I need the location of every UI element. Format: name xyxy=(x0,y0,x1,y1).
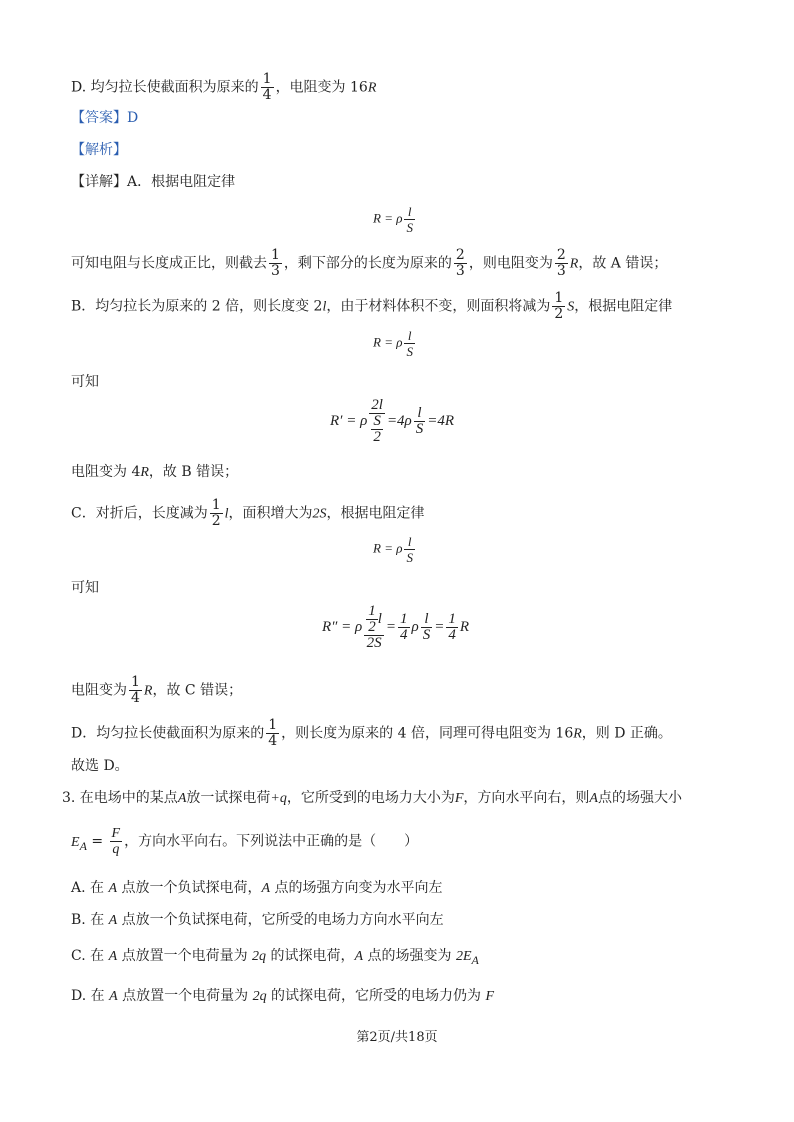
option-a: A. 在 A 点放一个负试探电荷，A 点的场强方向变为水平向左 xyxy=(71,880,443,896)
option-b: B. 在 A 点放一个负试探电荷，它所受的电场力方向水平向左 xyxy=(71,912,444,928)
option-text: ，电阻变为 16 xyxy=(275,79,368,96)
choose-answer: 故选 D。 xyxy=(71,758,129,774)
kezhi-b: 可知 xyxy=(71,374,99,390)
explanation-a: 可知电阻与长度成正比，则截去 $\frac{1}{3}$ ，剩下部分的长度为原来的 $\frac{2}{3}$ ，则电阻变为 $\frac{2}{3}$ R，故 A 错误； xyxy=(71,247,668,279)
explanation-d: D．均匀拉长使截面积为原来的 $\frac{1}{4}$ ，则长度为原来的 4 倍，同理可得电阻变为 16R，则 D 正确。 xyxy=(71,717,672,749)
option-text: D. 均匀拉长使截面积为原来的 xyxy=(71,79,259,96)
kezhi-c: 可知 xyxy=(71,580,99,596)
explanation-b: B．均匀拉长为原来的 2 倍，则长度变 2l，由于材料体积不变，则面积将减为 $\frac{1}{2}$ S，根据电阻定律 xyxy=(71,290,673,322)
result-c: 电阻变为 $\frac{1}{4}$ R，故 C 错误； xyxy=(71,674,243,706)
equation-resistance-law-3: R = ρ $\frac{l}{S}$ xyxy=(373,534,413,565)
question-3-stem: 3. 在电场中的某点A放一试探电荷+q，它所受到的电场力大小为F，方向水平向右，则A点的场强大小 xyxy=(62,790,682,806)
detail-intro: 【详解】A．根据电阻定律 xyxy=(71,174,236,190)
option-c: C. 在 A 点放置一个电荷量为 2q 的试探电荷，A 点的场强变为 $2E_A$ xyxy=(71,948,479,967)
option-d: D. 在 A 点放置一个电荷量为 2q 的试探电荷，它所受的电场力仍为 F xyxy=(71,988,495,1004)
explanation-c: C．对折后，长度减为 $\frac{1}{2}$ l，面积增大为2S，根据电阻定律 xyxy=(71,497,425,529)
equation-resistance-law-2: R = ρ $\frac{l}{S}$ xyxy=(373,328,413,359)
fraction: $\frac{1}{4}$ xyxy=(262,71,272,103)
page-footer: 第2页/共18页 xyxy=(356,1030,438,1045)
answer-label: 【答案】D xyxy=(71,110,139,126)
equation-r-prime: R′ = ρ $\frac{2l}{\frac{S}{2}}$ =4ρ $\frac{l}{S}$ =4R xyxy=(330,397,455,445)
question-3-stem-2: $E_A$ = $\frac{F}{q}$ ，方向水平向右。下列说法中正确的是（ ） xyxy=(71,826,419,857)
option-d-prev: D. 均匀拉长使截面积为原来的 $\frac{1}{4}$ ，电阻变为 16R xyxy=(71,71,377,103)
result-b: 电阻变为 4R，故 B 错误； xyxy=(71,464,239,480)
equation-r-double-prime: R″ = ρ $\frac{1}{2}$ l 2S = $\frac{1}{4}$ ρ $\frac{l}{S}$ = $\frac{1}{4}$ R xyxy=(322,603,470,651)
analysis-label: 【解析】 xyxy=(71,142,127,158)
equation-resistance-law: R = ρ $\frac{l}{S}$ xyxy=(373,204,413,235)
